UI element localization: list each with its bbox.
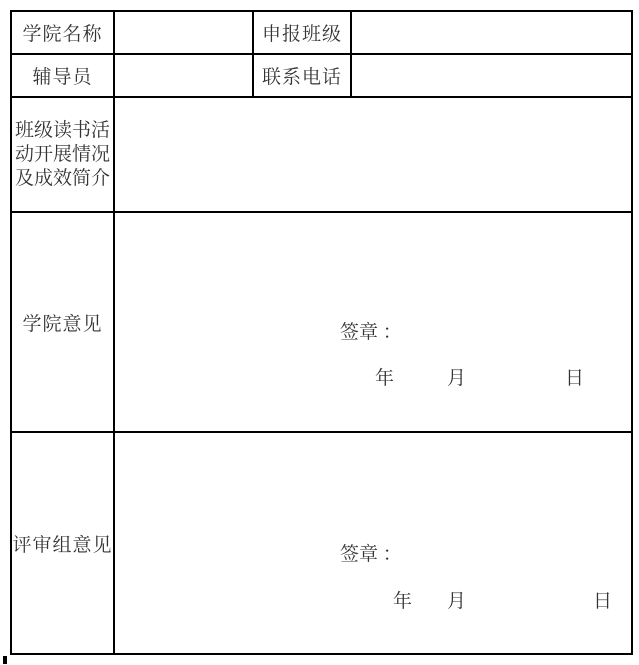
reading-activity-summary-label: 班级读书活动开展情况及成效简介 [11, 97, 114, 212]
review-opinion-label: 评审组意见 [11, 432, 114, 654]
declared-class-value[interactable] [351, 11, 632, 54]
counselor-label: 辅导员 [11, 54, 114, 97]
college-name-label: 学院名称 [11, 11, 114, 54]
college-opinion-year-label: 年 [375, 368, 395, 389]
college-opinion-label: 学院意见 [11, 212, 114, 432]
college-opinion-seal-label: 签章 ： [340, 322, 402, 343]
row-counselor-phone [11, 54, 632, 97]
college-opinion-area[interactable] [114, 212, 632, 432]
review-opinion-area[interactable] [114, 432, 632, 654]
review-opinion-day-label: 日 [593, 591, 613, 612]
contact-phone-label: 联系电话 [253, 54, 351, 97]
contact-phone-value[interactable] [351, 54, 632, 97]
row-college-class [11, 11, 632, 54]
reading-activity-summary-value[interactable] [114, 97, 632, 212]
row-college-opinion [11, 212, 632, 432]
cursor-mark [3, 656, 7, 664]
college-opinion-month-label: 月 [447, 368, 467, 389]
college-opinion-day-label: 日 [565, 368, 585, 389]
review-opinion-seal-label: 签章 ： [340, 544, 402, 565]
review-opinion-month-label: 月 [447, 591, 467, 612]
review-opinion-year-label: 年 [393, 591, 413, 612]
counselor-value[interactable] [114, 54, 253, 97]
row-review-opinion [11, 432, 632, 654]
college-name-value[interactable] [114, 11, 253, 54]
declared-class-label: 申报班级 [253, 11, 351, 54]
application-form-table [10, 10, 633, 655]
row-reading-activity-summary [11, 97, 632, 212]
